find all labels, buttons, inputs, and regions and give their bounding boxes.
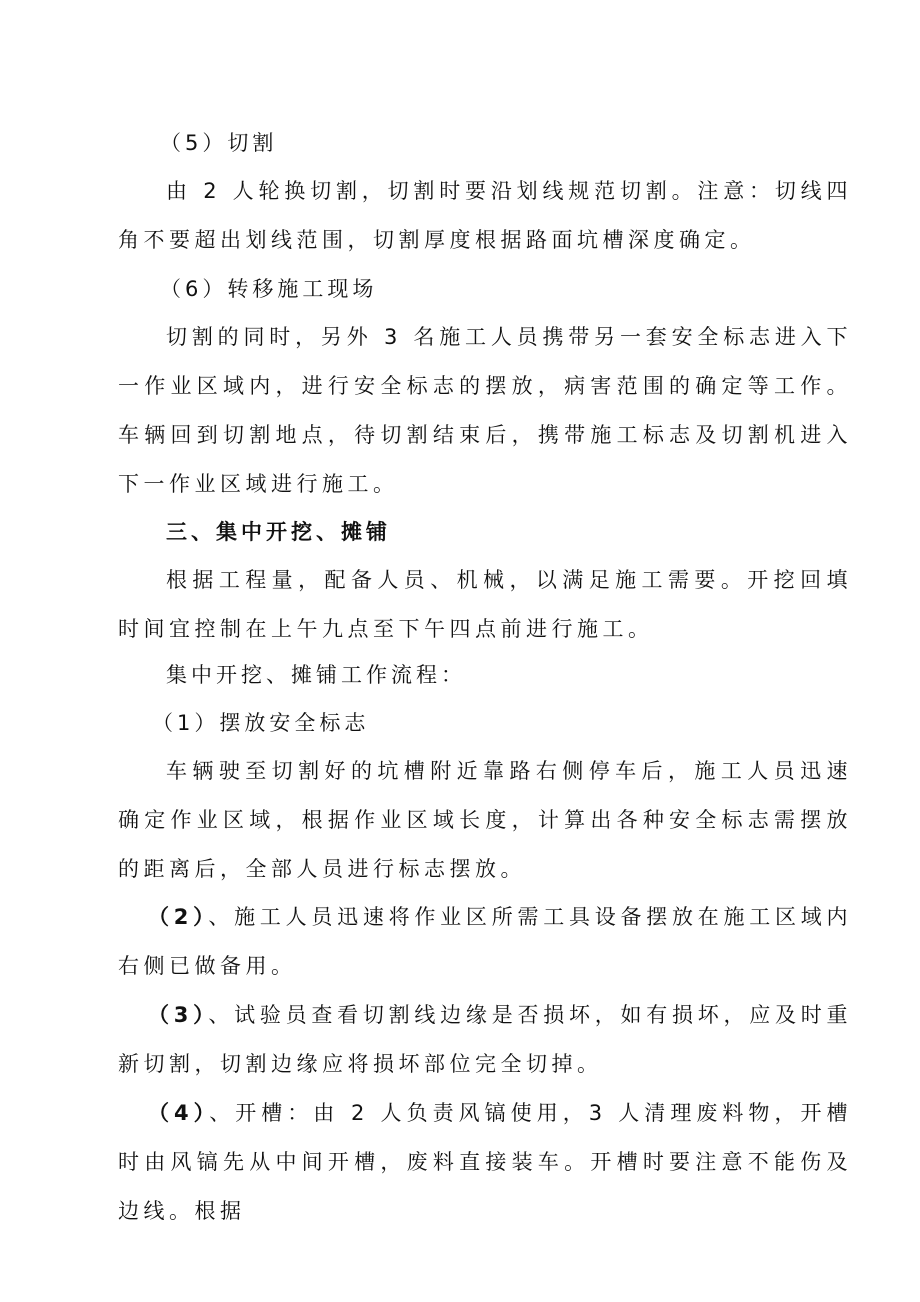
section-3-heading: 三、集中开挖、摊铺	[166, 520, 391, 544]
item-3-label: （3）	[148, 1003, 209, 1027]
item-4-label: （4）	[148, 1101, 210, 1125]
item-3-body: 、试验员查看切割线边缘是否损坏，如有损坏，应及时重新切割，切割边缘应将损坏部位完全切掉。	[118, 1003, 852, 1076]
section-5-body: 由 2 人轮换切割，切割时要沿划线规范切割。注意：切线四角不要超出划线范围，切割厚度根据路面坑槽深度确定。	[118, 179, 852, 252]
item-4-paragraph	[118, 1089, 852, 1236]
item-3-paragraph	[118, 991, 852, 1089]
item-1-heading: （1）摆放安全标志	[152, 711, 370, 735]
item-2-body: 、施工人员迅速将作业区所需工具设备摆放在施工区域内右侧已做备用。	[118, 905, 852, 978]
item-2-paragraph	[118, 893, 852, 991]
item-2-label: （2）	[148, 905, 209, 929]
section-6-body: 切割的同时，另外 3 名施工人员携带另一套安全标志进入下一作业区域内，进行安全标志的摆放，病害范围的确定等工作。车辆回到切割地点，待切割结束后，携带施工标志及切割机进入下一作业区域进行施工。	[118, 325, 852, 496]
section-3-body: 根据工程量，配备人员、机械，以满足施工需要。开挖回填时间宜控制在上午九点至下午四点前进行施工。	[118, 568, 852, 641]
section-6-heading: （6）转移施工现场	[160, 277, 378, 301]
flow-intro: 集中开挖、摊铺工作流程：	[166, 663, 466, 687]
item-1-body: 车辆驶至切割好的坑槽附近靠路右侧停车后，施工人员迅速确定作业区域，根据作业区域长度，计算出各种安全标志需摆放的距离后，全部人员进行标志摆放。	[118, 759, 852, 881]
section-5-heading: （5）切割	[160, 131, 278, 155]
item-4-body: 、开槽：由 2 人负责风镐使用，3 人清理废料物，开槽时由风镐先从中间开槽，废料直接装车。开槽时要注意不能伤及边线。根据	[118, 1101, 852, 1223]
